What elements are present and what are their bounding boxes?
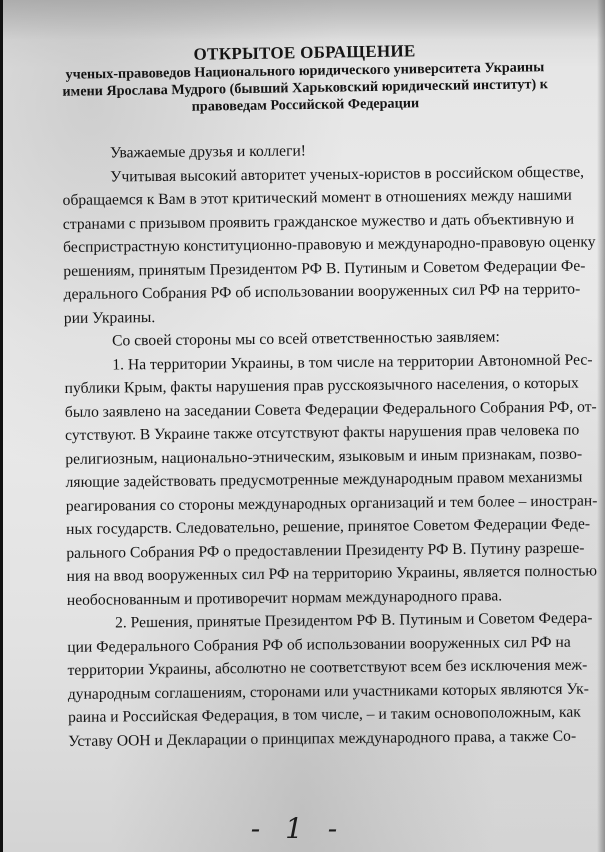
document-body [62,137,598,753]
body-line: рии Украины. [63,308,156,327]
body-line: обращаемся к Вам в этот критический момент в отношениях между нашими [62,186,572,209]
body-line: 2. Решения, принятые Президентом РФ В. Путиным и Советом Федера- [114,609,593,632]
body-line: раина и Российская Федерация, в том числе, – и таким основоположным, как [67,703,581,726]
body-line: дерального Собрания РФ об использовании вооруженных сил РФ на террито- [63,280,581,303]
body-line: решениям, принятым Президентом РФ В. Путиным и Советом Федерации Фе- [63,257,586,280]
body-line: беспристрастную конституционно-правовую и международно-правовую оценку [63,233,596,256]
document-subtitle-line: ученых-правоведов Национального юридического университета Украины [65,59,545,83]
body-line: ния на ввод вооруженных сил РФ на территорию Украины, является полностью [66,562,598,585]
body-line: территории Украины, абсолютно не соответствуют всем без исключения меж- [67,656,588,679]
body-line: религиозным, национально-этническим, языковым и иным признакам, позво- [65,445,583,468]
body-line: ляющие задействовать предусмотренные международным правом механизмы [65,468,583,491]
handwritten-page-number: - 1 - [250,812,346,845]
body-line: Учитывая высокий авторитет ученых-юристов в российском обществе, [110,163,585,185]
document-subtitle-line: правоведам Российской Федерации [191,95,420,115]
scan-edge-left [0,0,3,852]
body-line: ции Федерального Собрания РФ об использовании вооруженных сил РФ на [67,633,571,656]
document-title: ОТКРЫТОЕ ОБРАЩЕНИЕ [193,41,416,64]
document-header [39,39,570,118]
body-line: публики Крым, факты нарушения прав русскоязычного населения, о которых [64,374,579,397]
body-line: странами с призывом проявить гражданское мужество и дать объективную и [62,210,575,233]
scan-edge-right [597,0,605,852]
body-line: рального Собрания РФ о предоставлении Президенту РФ В. Путину разреше- [66,539,585,562]
body-line: 1. На территории Украины, в том числе на территории Автономной Рес- [112,350,593,373]
body-line: было заявлено на заседании Совета Федерации Федерального Собрания РФ, от- [64,397,597,421]
scan-shadow [0,0,605,40]
body-line: необоснованным и противоречит нормам международного права. [66,586,503,609]
body-line: дународным соглашениям, сторонами или участниками которых являются Ук- [67,680,589,703]
body-line: Уставу ООН и Декларации о принципах международного права, а также Со- [68,727,577,750]
body-line: ных государств. Следовательно, решение, принятое Советом Федерации Феде- [65,515,591,538]
greeting: Уважаемые друзья и коллеги! [110,142,307,162]
body-line: Со своей стороны мы со всей ответственностью заявляем: [111,328,500,350]
document-subtitle-line: имени Ярослава Мудрого (бывший Харьковский юридический институт) к [62,76,548,100]
body-line: сутствуют. В Украине также отсутствуют факты нарушения прав человека по [64,421,580,444]
body-line: реагирования со стороны международных организаций и тем более – иностран- [65,491,598,515]
